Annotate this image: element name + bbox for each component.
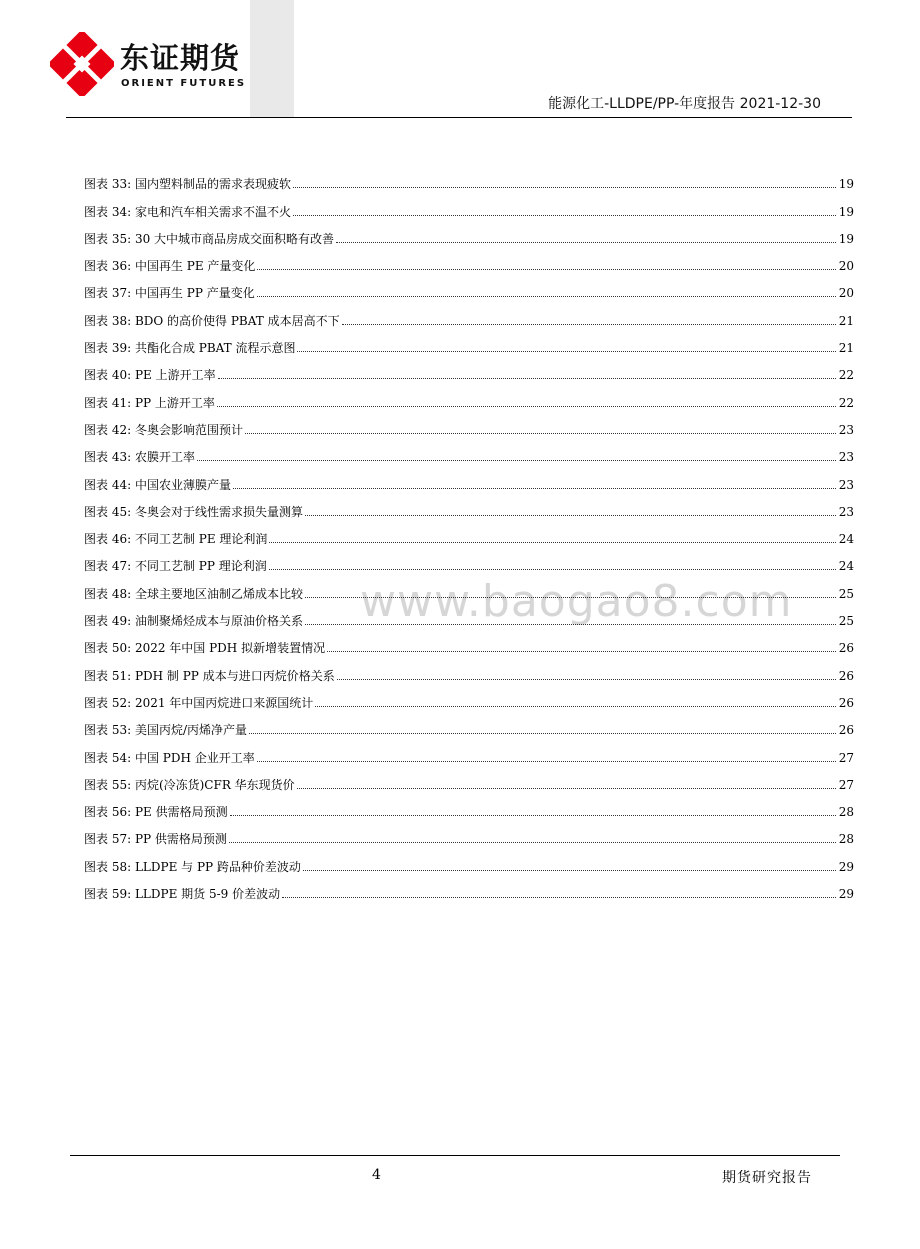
toc-entry[interactable] <box>84 547 854 574</box>
toc-entry[interactable] <box>84 356 854 383</box>
toc-entry-page: 23 <box>838 450 854 465</box>
toc-entry-page: 22 <box>838 368 854 383</box>
footer-divider <box>70 1155 840 1156</box>
toc-entry-page: 26 <box>838 668 854 683</box>
toc-leader-dots <box>249 733 836 734</box>
toc-entry[interactable] <box>84 629 854 656</box>
toc-leader-dots <box>303 870 836 871</box>
toc-leader-dots <box>229 842 836 843</box>
toc-entry[interactable] <box>84 602 854 629</box>
toc-entry-label: 图表 57: PP 供需格局预测 <box>84 832 227 847</box>
toc-entry[interactable] <box>84 875 854 902</box>
toc-entry[interactable] <box>84 192 854 219</box>
toc-entry[interactable] <box>84 411 854 438</box>
toc-entry-label: 图表 37: 中国再生 PP 产量变化 <box>84 286 255 301</box>
toc-entry-label: 图表 59: LLDPE 期货 5-9 价差波动 <box>84 887 281 902</box>
toc-entry-page: 28 <box>838 805 854 820</box>
toc-leader-dots <box>257 269 836 270</box>
toc-entry-page: 27 <box>838 750 854 765</box>
toc-entry-label: 图表 56: PE 供需格局预测 <box>84 805 228 820</box>
toc-entry[interactable] <box>84 793 854 820</box>
toc-entry-page: 26 <box>838 695 854 710</box>
toc-entry-page: 19 <box>838 231 854 246</box>
toc-entry-label: 图表 39: 共酯化合成 PBAT 流程示意图 <box>84 341 296 356</box>
toc-leader-dots <box>297 351 836 352</box>
toc-entry-page: 29 <box>838 887 854 902</box>
toc-entry[interactable] <box>84 766 854 793</box>
toc-leader-dots <box>336 242 836 243</box>
toc-leader-dots <box>230 815 836 816</box>
toc-entry-page: 20 <box>838 286 854 301</box>
toc-entry[interactable] <box>84 656 854 683</box>
toc-entry[interactable] <box>84 520 854 547</box>
toc-entry-label: 图表 36: 中国再生 PE 产量变化 <box>84 259 256 274</box>
toc-entry[interactable] <box>84 383 854 410</box>
toc-leader-dots <box>197 460 836 461</box>
toc-leader-dots <box>257 761 836 762</box>
toc-leader-dots <box>327 651 836 652</box>
toc-entry[interactable] <box>84 274 854 301</box>
watermark: www.baogao8.com <box>360 576 793 627</box>
toc-leader-dots <box>315 706 836 707</box>
toc-entry-label: 图表 52: 2021 年中国丙烷进口来源国统计 <box>84 695 314 710</box>
toc-entry-page: 19 <box>838 204 854 219</box>
toc-leader-dots <box>257 296 836 297</box>
page-number: 4 <box>372 1167 381 1183</box>
toc-entry[interactable] <box>84 574 854 601</box>
toc-leader-dots <box>269 542 836 543</box>
toc-entry-label: 图表 49: 油制聚烯烃成本与原油价格关系 <box>84 614 303 629</box>
toc-entry-label: 图表 55: 丙烷(冷冻货)CFR 华东现货价 <box>84 777 295 792</box>
toc-entry-label: 图表 40: PE 上游开工率 <box>84 368 216 383</box>
toc-leader-dots <box>337 679 836 680</box>
toc-leader-dots <box>233 488 836 489</box>
orient-futures-logo-icon <box>50 32 114 96</box>
toc-leader-dots <box>269 569 836 570</box>
toc-entry[interactable] <box>84 438 854 465</box>
toc-entry-label: 图表 38: BDO 的高价使得 PBAT 成本居高不下 <box>84 313 340 328</box>
toc-leader-dots <box>297 788 836 789</box>
toc-entry-label: 图表 45: 冬奥会对于线性需求损失量测算 <box>84 504 303 519</box>
header-divider <box>66 117 852 118</box>
toc-entry[interactable] <box>84 684 854 711</box>
toc-entry-page: 23 <box>838 422 854 437</box>
toc-entry-page: 24 <box>838 559 854 574</box>
brand-name-cn: 东证期货 <box>120 41 241 75</box>
toc-entry-page: 27 <box>838 777 854 792</box>
toc-leader-dots <box>245 433 836 434</box>
toc-entry-page: 20 <box>838 259 854 274</box>
toc-entry-label: 图表 53: 美国丙烷/丙烯净产量 <box>84 723 247 738</box>
toc-leader-dots <box>305 515 836 516</box>
toc-leader-dots <box>217 406 836 407</box>
toc-entry-page: 28 <box>838 832 854 847</box>
toc-entry[interactable] <box>84 847 854 874</box>
toc-entry-page: 21 <box>838 341 854 356</box>
toc-entry[interactable] <box>84 493 854 520</box>
toc-entry-page: 23 <box>838 504 854 519</box>
brand-name-en: ORIENT FUTURES <box>121 78 247 89</box>
toc-entry[interactable] <box>84 220 854 247</box>
toc-leader-dots <box>282 897 836 898</box>
toc-entry-label: 图表 47: 不同工艺制 PP 理论利润 <box>84 559 267 574</box>
toc-entry-page: 25 <box>838 586 854 601</box>
toc-entry-label: 图表 48: 全球主要地区油制乙烯成本比较 <box>84 586 303 601</box>
toc-entry-page: 24 <box>838 532 854 547</box>
toc-entry[interactable] <box>84 820 854 847</box>
toc-leader-dots <box>293 187 836 188</box>
toc-entry-label: 图表 34: 家电和汽车相关需求不温不火 <box>84 204 291 219</box>
brand-logo <box>50 28 270 98</box>
toc-entry-page: 19 <box>838 177 854 192</box>
toc-entry-page: 29 <box>838 859 854 874</box>
toc-leader-dots <box>305 597 836 598</box>
toc-entry[interactable] <box>84 329 854 356</box>
report-title: 能源化工-LLDPE/PP-年度报告 2021-12-30 <box>548 96 821 112</box>
toc-entry-label: 图表 44: 中国农业薄膜产量 <box>84 477 231 492</box>
toc-entry-page: 23 <box>838 477 854 492</box>
toc-entry-page: 26 <box>838 641 854 656</box>
toc-entry[interactable] <box>84 711 854 738</box>
toc-entry-label: 图表 46: 不同工艺制 PE 理论利润 <box>84 532 268 547</box>
toc-entry-label: 图表 41: PP 上游开工率 <box>84 395 215 410</box>
toc-entry-page: 26 <box>838 723 854 738</box>
toc-entry-label: 图表 58: LLDPE 与 PP 跨品种价差波动 <box>84 859 301 874</box>
toc-leader-dots <box>305 624 836 625</box>
toc-entry-page: 21 <box>838 313 854 328</box>
toc-entry[interactable] <box>84 247 854 274</box>
footer-label: 期货研究报告 <box>722 1170 812 1186</box>
toc-leader-dots <box>293 215 836 216</box>
toc-entry-label: 图表 50: 2022 年中国 PDH 拟新增装置情况 <box>84 641 326 656</box>
toc-entry-label: 图表 35: 30 大中城市商品房成交面积略有改善 <box>84 231 335 246</box>
toc-leader-dots <box>342 324 836 325</box>
toc-entry[interactable] <box>84 165 854 192</box>
toc-leader-dots <box>218 378 836 379</box>
figure-index-list <box>84 165 854 902</box>
toc-entry-label: 图表 43: 农膜开工率 <box>84 450 195 465</box>
toc-entry-label: 图表 33: 国内塑料制品的需求表现疲软 <box>84 177 291 192</box>
toc-entry[interactable] <box>84 738 854 765</box>
toc-entry-page: 25 <box>838 614 854 629</box>
toc-entry[interactable] <box>84 465 854 492</box>
toc-entry-page: 22 <box>838 395 854 410</box>
toc-entry-label: 图表 42: 冬奥会影响范围预计 <box>84 422 243 437</box>
toc-entry[interactable] <box>84 301 854 328</box>
toc-entry-label: 图表 51: PDH 制 PP 成本与进口丙烷价格关系 <box>84 668 335 683</box>
toc-entry-label: 图表 54: 中国 PDH 企业开工率 <box>84 750 255 765</box>
